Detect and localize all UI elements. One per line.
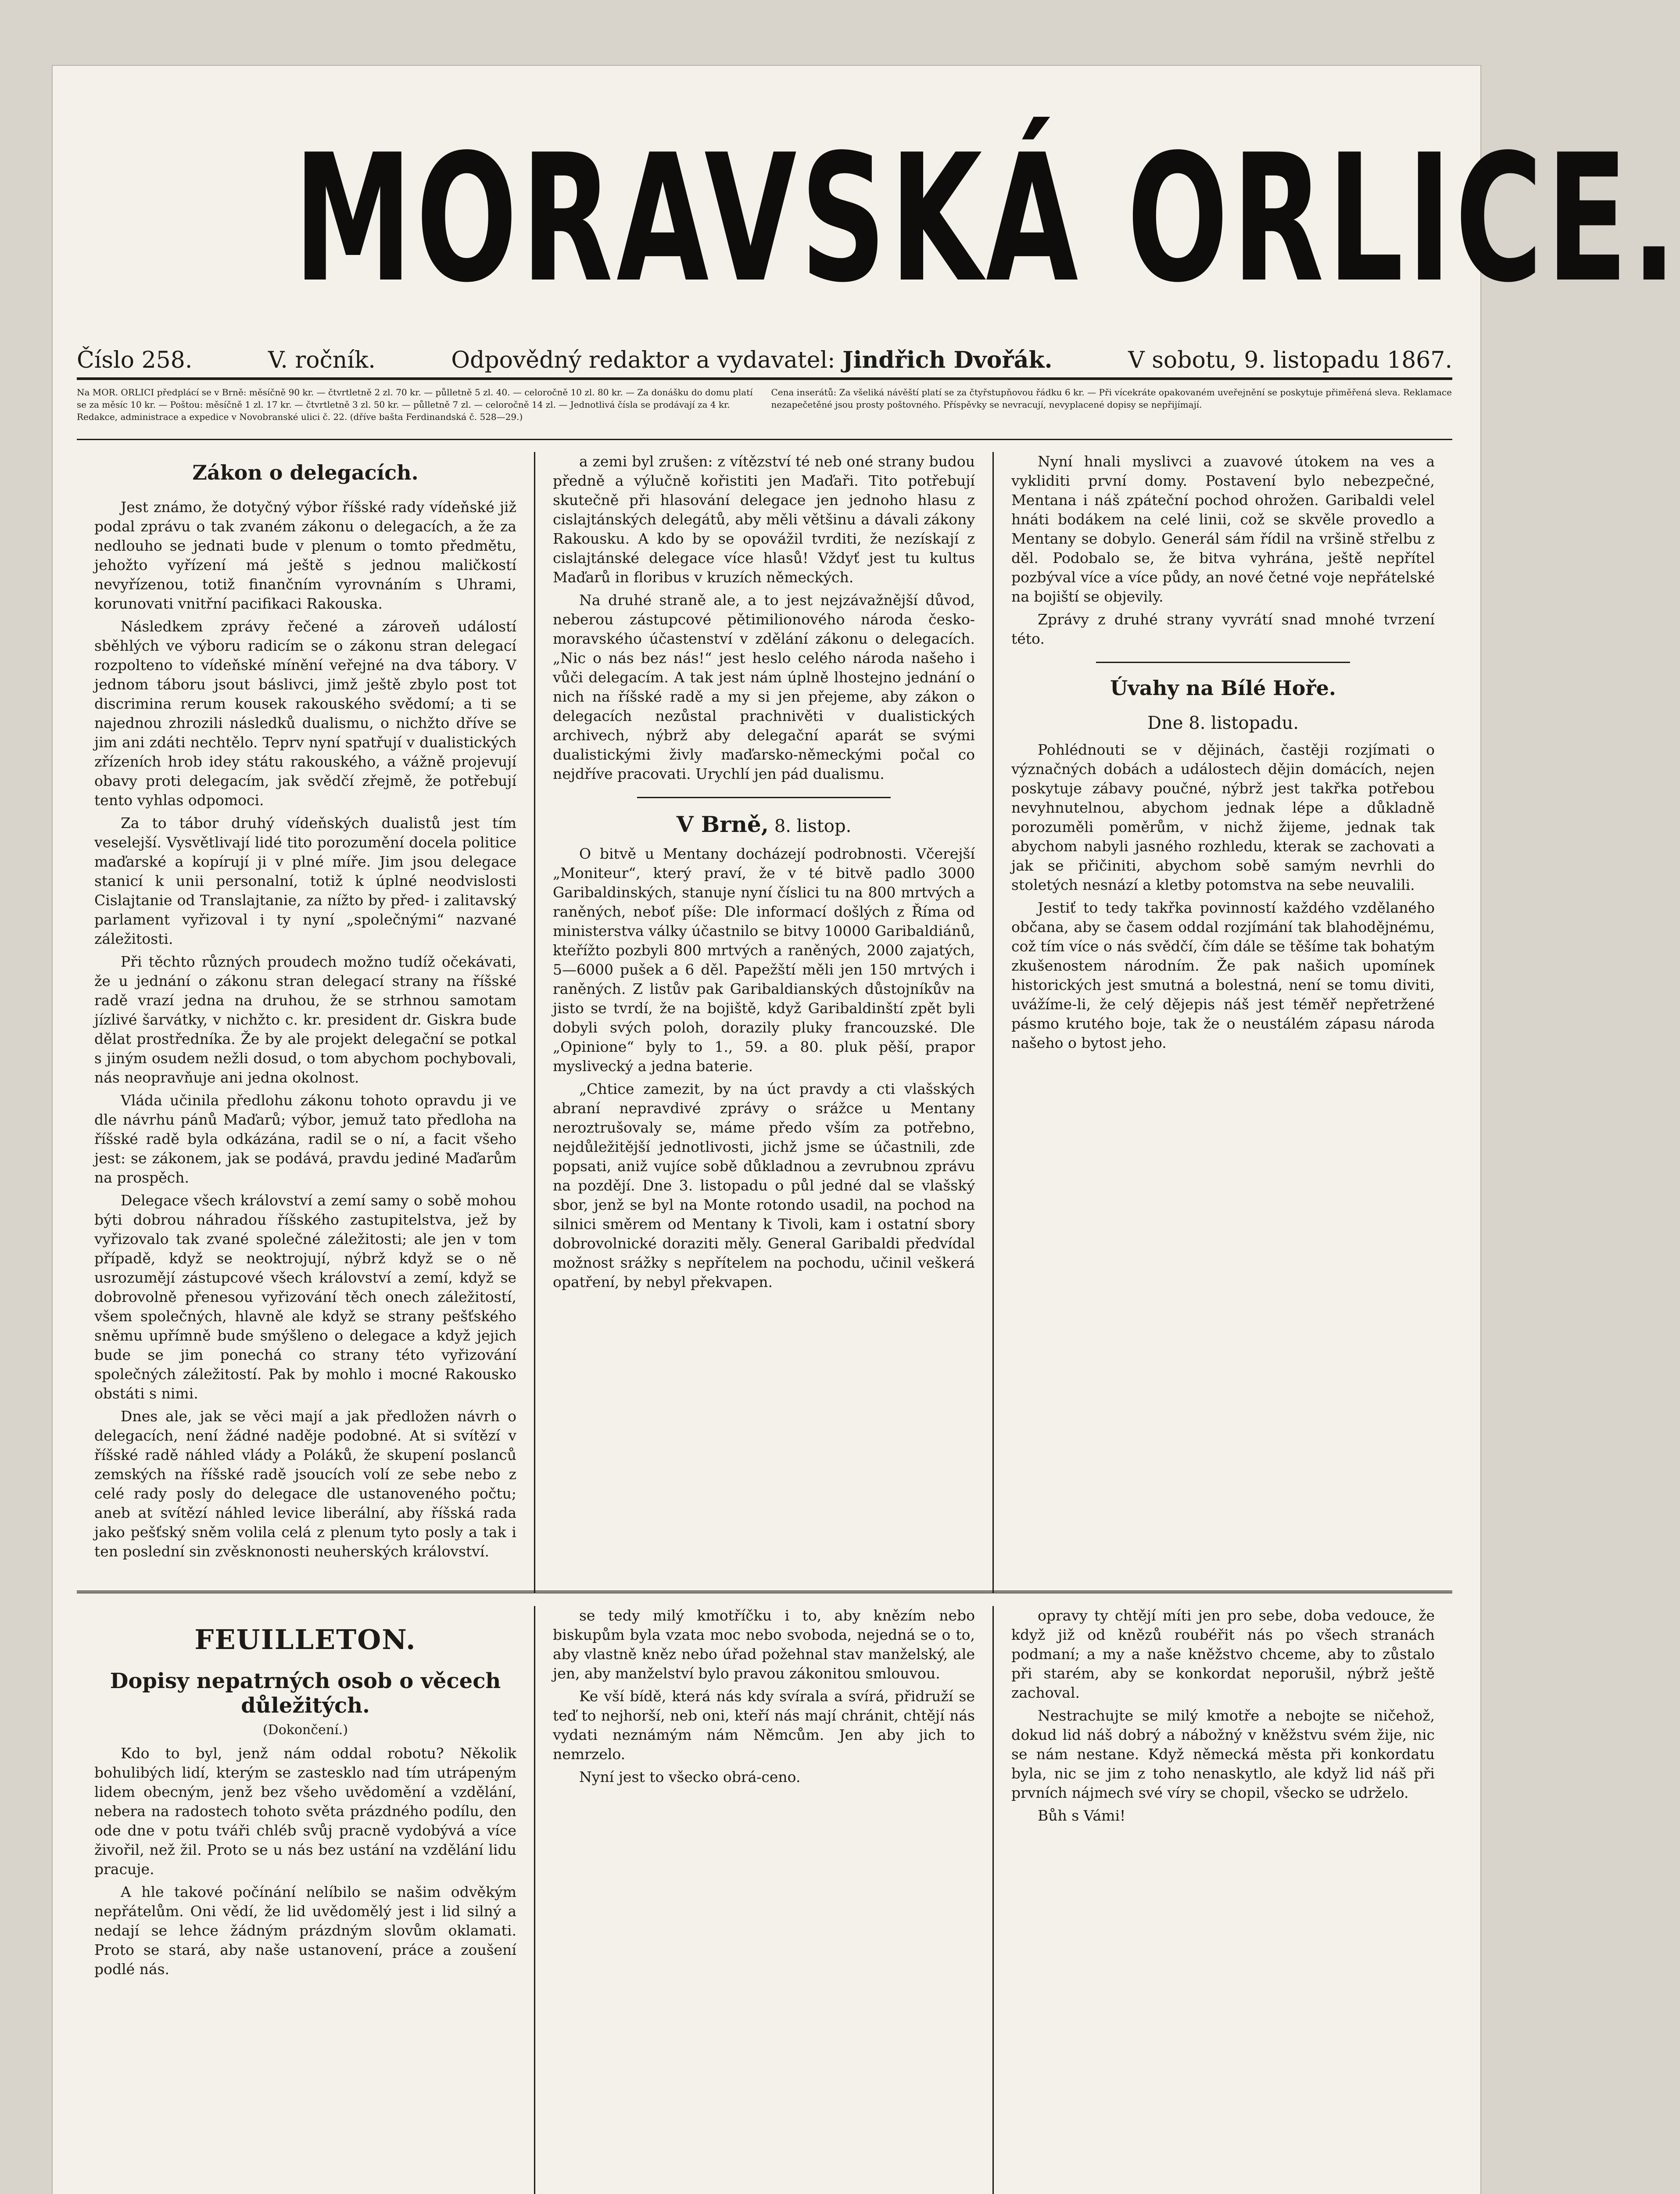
paragraph: opravy ty chtějí míti jen pro sebe, doba vedouce, že když již od knězů roubéřit nás po všech stranách podmaní; a my a naše kněžstvo chceme, aby to zůstalo při starém, aby se konkordat neporušil, nýbrž ještě zachoval. [1011,1607,1435,1701]
subscription-prices: Na MOR. ORLICI předplácí se v Brně: měsíčně 90 kr. — čtvrtletně 2 zl. 70 kr. — půlletně 5 zl. 40. — celoročně 10 zl. 80 kr. — Za donášku do domu platí se za měsíc 10 kr. — Poštou: měsíčně 1 zl. 17 kr. — čtvrtletně 3 zl. 50 kr. — půlletně 7 zl. — celoročně 14 zl. — Jednotlivá čísla se prodávají za 4 kr. Redakce, administrace a expedice v Novobranské ulici č. 22. (dříve bašta Ferdinandská č. 528—29.) [77,387,753,422]
column-3 [994,452,1452,1593]
issue-number: Číslo 258. [77,347,193,373]
paragraph: Následkem zprávy řečené a zároveň událostí sběhlých ve výboru radicím se o zákonu stran delegací rozpolteno to vídeňské mínění veřejné na dva tábory. V jednom táboru jsout báslivci, jimž ještě zbylo post tot discrimina rerum kousek rakouského svědomí; a ti se najednou zhrozili následků dualismu, o nichžto dříve se jim ani zdáti nechtělo. Teprv nyní spatřují v dualistických zřízeních hrob idey státu rakouského, a vážně projevují obavy proti delegacím, jak svědčí zřejmě, že potřebují tento vyhlas odpomoci. [94,618,516,809]
feuilleton-column-1 [77,1606,535,2194]
article-heading-delegations: Zákon o delegacích. [192,461,419,484]
feuilleton-note: (Dokončení.) [262,1722,348,1738]
paragraph: Pohlédnouti se v dějinách, častěji rozjímati o význačných dobách a událostech dějin domácích, nejen poskytuje zábavy poučné, nýbrž jest takřka potřebou nevyhnutelnou, abychom jednak lépe a důkladně porozuměli poměrům, v nichž žijeme, jednak tak abychom nabyli jasného rozhledu, kterak se zachovati a jak se přičiniti, abychom sobě samým nevrhli do stoletých nesnází a kletby potomstva na sebe neuvalili. [1011,741,1435,893]
subscription-info [77,386,1452,440]
paragraph: Nyní jest to všecko obrá-ceno. [579,1768,801,1785]
news-columns [77,452,1452,1593]
advertising-prices: Cena inserátů: Za všeliká návěští platí se za čtyřstupňovou řádku 6 kr. — Při vícekráte opakovaném uveřejnění se poskytuje přiměřená sleva. Reklamace nezapečetěné jsou prosty poštovného. Příspěvky se nevracují, nevyplacené dopisy se nepřijímají. [771,387,1452,410]
feuilleton-subtitle: Dopisy nepatrných osob o věcech důležitých. [110,1669,501,1718]
editor-credit [451,347,1052,373]
paragraph: Za to tábor druhý vídeňských dualistů jest tím veselejší. Vysvětlivají lidé tito porozumění docela politice maďarské a kopírují ji v plné míře. Jim jsou delegace stanicí k unii personalní, totiž k úplné neodvislosti Cislajtanie od Translajtanie, za nížto by před- i zalitavský parlament vyřizoval i ty nyní „společnými“ nazvané záležitosti. [94,814,516,947]
section-rule [1096,662,1350,663]
feuilleton-title: FEUILLETON. [194,1624,416,1656]
paragraph: Jest známo, že dotyčný výbor říšské rady vídeňské již podal zprávu o tak zvaném zákonu o delegacích, a že za nedlouho se jednati bude v plenum o tomto předmětu, jehožto vyřízení má ještě s jednou maličkostí nevyřízenou, totiž finančním vyrovnáním s Uhrami, korunovati vnitřní pacifikaci Rakouska. [94,498,516,612]
section-rule [637,797,890,798]
volume: V. ročník. [268,347,376,373]
paragraph: Na druhé straně ale, a to jest nejzávažnější důvod, neberou zástupcové pětimilionového národa česko-moravského účastenství v zdělání zákonu o delegacích. „Nic o nás bez nás!“ jest heslo celého národa našeho i vůči delegacím. A tak jest nám úplně lhostejno jednání o nich na říšské radě a my si jen přejeme, aby zákon o delegacích nezůstal prachnivěti v dualistických archivech, nýbrž aby delegační aparát se svými dualistickými živly maďarsko-německými počal co nejdříve pracovati. Urychlí jen pád dualismu. [553,592,975,782]
paragraph: se tedy milý kmotříčku i to, aby knězím nebo biskupům byla vzata moc nebo svoboda, nejedná se o to, aby vlastně kněz nebo úřad požehnal stav manželský, ale jen, aby manželství bylo pravou zákonitou smlouvou. [553,1607,975,1682]
editor-name: Jindřich Dvořák. [842,347,1053,373]
dateline: Dne 8. listopadu. [1147,713,1299,733]
paragraph: Delegace všech království a zemí samy o sobě mohou býti dobrou náhradou říšského zastupitelstva, jež by vyřizovalo tak zvané společné záležitosti; ale jen v tom případě, když se neoktrojují, nýbrž když se o ně usrozumějí zástupcové všech království a zemí, když se dobrovolně přenesou vyřizování těch onech záležitostí, všem společných, hlavně ale když se strany pešťského sněmu upřímně bude smýšleno o delegace a když jejich bude se jim ponechá co strany této vyřizování společných záležitostí. Pak by mohlo i mocné Rakousko obstáti s nimi. [94,1192,516,1402]
column-1 [77,452,535,1593]
imprint-line [77,347,1452,380]
editor-label: Odpovědný redaktor a vydavatel: [451,347,835,373]
paragraph: Zprávy z druhé strany vyvrátí snad mnohé tvrzení této. [1011,611,1435,647]
paragraph: Ke vší bídě, která nás kdy svírala a svírá, přidruží se teď to nejhorší, neb oni, kteří nás mají chránit, chtějí nás vydati neznámým nám Němcům. Jen aby jich to nemrzelo. [553,1688,975,1763]
paragraph: a zemi byl zrušen: z vítězství té neb oné strany budou předně a výlučně kořistiti jen Maďaři. Tito potřebují skutečně při hlasování delegace jen jednoho hlasu z cislajtánských delegátů, aby měli většinu a dávali zákony Rakousku. A kdo by se opovážil tvrditi, že nezískají z cislajtánské delegace více hlasů! Vždyť jest tu kultus Maďarů in floribus v kruzích německých. [553,453,975,586]
feuilleton-column-2 [535,1606,994,2194]
paragraph: Vláda učinila předlohu zákonu tohoto opravdu ji ve dle návrhu pánů Maďarů; výbor, jemuž tato předloha na říšské radě byla odkázána, radil se o ní, a facit všeho jest: se zákonem, jak se podává, pravdu jediné Maďarům na prospěch. [94,1092,516,1186]
paragraph: Dnes ale, jak se věci mají a jak předložen návrh o delegacích, není žádné naděje podobné. At si svítězí v říšské radě náhled vlády a Poláků, že skupení poslanců zemských na říšské radě jsoucích volí ze sebe nebo z celé rady posly do delegace dle ustanoveného počtu; aneb at svítězí náhled levice liberální, aby říšská rada jako pešťský sněm volila celá z plenum tyto posly a tak i ten poslední sin zvěsknonosti neuherských království. [94,1408,516,1560]
feuilleton-column-3 [994,1606,1452,2194]
paragraph: A hle takové počínání nelíbilo se našim odvěkým nepřátelům. Oni vědí, že lid uvědomělý jest i lid silný a nedají se lehce žádným prázdným slovům oklamati. Proto se stará, aby naše ustanovení, práce a zoušení podlé nás. [94,1883,516,1978]
paragraph: „Chtice zamezit, by na úct pravdy a cti vlašských abraní nepravdivé zprávy o srážce u Mentany neroztrušovaly se, máme předo vším za potřebno, nejdůležitější jednotlivosti, jichž jsme se účastnili, zde popsati, aniž vujíce sobě důkladnou a zevrubnou zprávu na pozdějí. Dne 3. listopadu o půl jedné dal se vlašský sbor, jenž se byl na Monte rotondo usadil, na pochod na silnici směrem od Mentany k Tivoli, kam i ostatní sbory dobrovolnické doraziti měly. General Garibaldi předvídal možnost srážky s nepřítelem na pochodu, učinil veškerá opatření, by nebyl překvapen. [553,1080,975,1291]
paragraph: Kdo to byl, jenž nám oddal robotu? Několik bohulibých lidí, kterým se zastesklo nad tím utrápeným lidem obecným, jenž bez všeho uvědomění a vzdělání, nebera na radostech tohoto světa prázdného podílu, den ode dne v potu tváři chléb svůj pracně vydobývá a více živořil, než žil. Proto se u nás bez ustání na vzdělání lidu pracuje. [94,1745,516,1878]
paragraph: Nestrachujte se milý kmotře a nebojte se ničehož, dokud lid náš dobrý a nábožný v kněžstvu svém žije, nic se nám nestane. Když německá města při konkordatu byla, nic se jim z toho nenaskytlo, ale když lid náš při prvních nájmech své víry se chopil, všecko se udrželo. [1011,1707,1435,1801]
paragraph: Při těchto různých proudech možno tudíž očekávati, že u jednání o zákonu stran delegací strany na říšské radě vrazí jedna na druhou, že se strhnou samotam jízlivé šarvátky, v nichžto c. kr. president dr. Giskra bude dělat prostředníka. Že by ale projekt delegační se potkal s jiným osudem nežli dosud, o tom abychom pochybovali, nás neopravňuje ani jedna okolnost. [94,953,516,1086]
paragraph: O bitvě u Mentany docházejí podrobnosti. Včerejší „Moniteur“, který praví, že v té bitvě padlo 3000 Garibaldinských, stanuje nyní číslici tu na 800 mrtvých a raněných, neboť píše: Dle informací došlých z Říma od ministerstva války účastnilo se bitvy 10000 Garibaldiánů, kteřížto pozbyli 800 mrtvých a raněných, 2000 zajatých, 5—6000 pušek a 6 děl. Papežští měli jen 150 mrtvých i raněných. Z listův pak Garibaldianských důstojníkův na jisto se tvrdí, že na bojiště, když Garibaldinští zpět byli dobyli svých poloh, dorazily pluky francouzské. Dle „Opinione“ byly to 1., 59. a 80. pluk pěší, prapor myslivecký a jedna baterie. [553,845,975,1075]
feuilleton-divider [77,1591,1452,1593]
dateline-city: V Brně, [676,811,769,837]
dateline-date: 8. listop. [774,816,852,836]
article-heading-white-mountain: Úvahy na Bílé Hoře. [1110,676,1336,700]
paragraph: Bůh s Vámi! [1038,1807,1126,1824]
dateline-brno [553,811,975,837]
paragraph: Nyní hnali myslivci a zuavové útokem na ves a vykliditi první domy. Postavení bylo nebezpečné, Mentana i náš zpáteční pochod ohrožen. Garibaldi velel hnáti bodákem na celé linii, což se skvěle provedlo a Mentany se dobylo. Generál sám řídil na vršině střelbu z děl. Podobalo se, že bitva vyhrána, ještě nepřítel pozbýval více a více půdy, an nové četné voje nepřátelské na bojiští se objevily. [1011,453,1435,605]
paragraph: Jestiť to tedy takřka povinností každého vzdělaného občana, aby se časem oddal rozjímání tak blahodějnému, což tím více o nás svědčí, čím dále se těšíme tak bohatým zkušenostem národním. Že pak našich upomínek historických jest smutná a bolestná, není se tomu diviti, uvážíme-li, že celý dějepis náš jest téměř nepřetržené pásmo krutého boje, tak že o neustálém zápasu národa našeho o bytost jeho. [1011,899,1435,1051]
feuilleton-section [77,1606,1452,2194]
column-2 [535,452,994,1593]
masthead-title: MORAVSKÁ ORLICE. [294,117,1680,321]
issue-date: V sobotu, 9. listopadu 1867. [1128,347,1452,373]
